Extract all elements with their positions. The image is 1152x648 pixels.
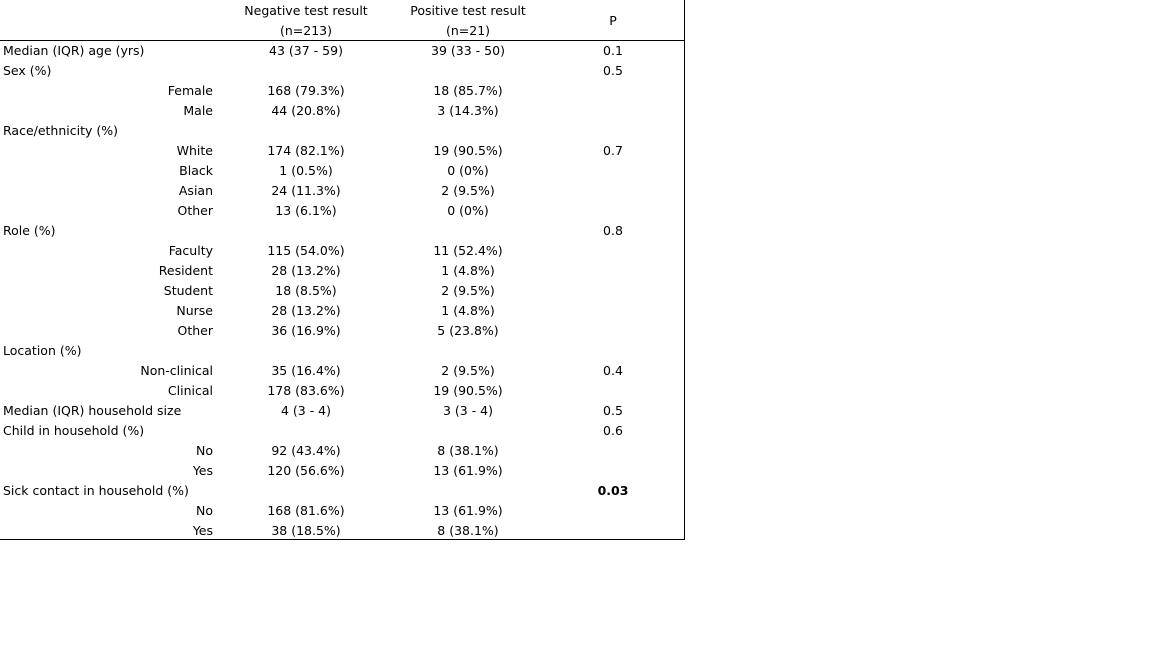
row-sublabel: Asian (178, 183, 213, 198)
table-row (0, 221, 685, 241)
positive-value: 0 (0%) (447, 163, 489, 178)
negative-value: 24 (11.3%) (271, 183, 341, 198)
positive-value: 3 (3 - 4) (442, 403, 494, 418)
row-sublabel: No (196, 503, 213, 518)
negative-value: 178 (83.6%) (267, 383, 345, 398)
negative-value: 4 (3 - 4) (280, 403, 332, 418)
table-row (0, 501, 685, 521)
row-sublabel: Black (179, 163, 213, 178)
header-positive (390, 1, 546, 41)
negative-value: 35 (16.4%) (271, 363, 341, 378)
negative-value: 92 (43.4%) (271, 443, 341, 458)
header-p-value: P (609, 13, 617, 28)
row-label: Median (IQR) age (yrs) (3, 43, 145, 58)
table-row (0, 521, 685, 541)
table-row (0, 201, 685, 221)
positive-value: 0 (0%) (447, 203, 489, 218)
row-sublabel: Yes (192, 463, 213, 478)
p-value: 0.5 (603, 403, 623, 418)
positive-value: 2 (9.5%) (441, 363, 495, 378)
negative-value: 18 (8.5%) (275, 283, 337, 298)
positive-value: 5 (23.8%) (437, 323, 499, 338)
negative-value: 43 (37 - 59) (269, 43, 343, 58)
negative-value: 115 (54.0%) (267, 243, 345, 258)
p-value: 0.8 (603, 223, 623, 238)
positive-value: 2 (9.5%) (441, 183, 495, 198)
table-row (0, 161, 685, 181)
positive-value: 11 (52.4%) (433, 243, 503, 258)
characteristics-table (0, 0, 685, 540)
table-row (0, 141, 685, 161)
table-row (0, 461, 685, 481)
negative-value: 28 (13.2%) (271, 263, 341, 278)
row-label: Child in household (%) (3, 423, 145, 438)
table-row (0, 61, 685, 81)
table-row (0, 321, 685, 341)
row-sublabel: Other (177, 203, 213, 218)
table-row (0, 381, 685, 401)
positive-value: 18 (85.7%) (433, 83, 503, 98)
positive-value: 19 (90.5%) (433, 383, 503, 398)
table-row (0, 101, 685, 121)
p-value: 0.5 (603, 63, 623, 78)
positive-value: 19 (90.5%) (433, 143, 503, 158)
header-negative-n: (n=213) (279, 23, 332, 38)
table-row (0, 261, 685, 281)
table-row (0, 421, 685, 441)
positive-value: 13 (61.9%) (433, 463, 503, 478)
row-sublabel: Faculty (168, 243, 213, 258)
row-label: Sex (%) (3, 63, 52, 78)
row-label: Race/ethnicity (%) (3, 123, 119, 138)
p-value: 0.6 (603, 423, 623, 438)
positive-value: 1 (4.8%) (441, 303, 495, 318)
row-label: Role (%) (3, 223, 56, 238)
row-sublabel: Nurse (176, 303, 213, 318)
header-negative (228, 1, 384, 41)
table-row (0, 361, 685, 381)
table-row (0, 81, 685, 101)
negative-value: 36 (16.9%) (271, 323, 341, 338)
row-sublabel: Other (177, 323, 213, 338)
table-row (0, 181, 685, 201)
negative-value: 44 (20.8%) (271, 103, 341, 118)
positive-value: 2 (9.5%) (441, 283, 495, 298)
p-value: 0.03 (597, 483, 629, 498)
table-row (0, 401, 685, 421)
header-negative-title: Negative test result (244, 3, 368, 18)
table-row (0, 281, 685, 301)
row-label: Median (IQR) household size (3, 403, 182, 418)
table-row (0, 301, 685, 321)
row-sublabel: Non-clinical (140, 363, 213, 378)
row-sublabel: White (176, 143, 213, 158)
negative-value: 38 (18.5%) (271, 523, 341, 538)
header-positive-n: (n=21) (445, 23, 491, 38)
negative-value: 120 (56.6%) (267, 463, 345, 478)
row-label: Location (%) (3, 343, 82, 358)
positive-value: 1 (4.8%) (441, 263, 495, 278)
table-row (0, 121, 685, 141)
negative-value: 168 (81.6%) (267, 503, 345, 518)
negative-value: 13 (6.1%) (275, 203, 337, 218)
negative-value: 1 (0.5%) (279, 163, 333, 178)
p-value: 0.7 (603, 143, 623, 158)
header-positive-title: Positive test result (410, 3, 526, 18)
row-sublabel: Clinical (167, 383, 213, 398)
p-value: 0.1 (603, 43, 623, 58)
table-row (0, 341, 685, 361)
table-row (0, 441, 685, 461)
row-sublabel: Female (167, 83, 213, 98)
positive-value: 39 (33 - 50) (431, 43, 505, 58)
negative-value: 174 (82.1%) (267, 143, 345, 158)
positive-value: 8 (38.1%) (437, 523, 499, 538)
row-sublabel: No (196, 443, 213, 458)
negative-value: 168 (79.3%) (267, 83, 345, 98)
positive-value: 3 (14.3%) (437, 103, 499, 118)
positive-value: 8 (38.1%) (437, 443, 499, 458)
row-sublabel: Yes (192, 523, 213, 538)
p-value: 0.4 (603, 363, 623, 378)
row-label: Sick contact in household (%) (3, 483, 189, 498)
table-header (0, 0, 685, 41)
row-sublabel: Male (183, 103, 213, 118)
row-sublabel: Resident (158, 263, 213, 278)
table-row (0, 41, 685, 61)
positive-value: 13 (61.9%) (433, 503, 503, 518)
table-row (0, 481, 685, 501)
row-sublabel: Student (163, 283, 213, 298)
table-row (0, 241, 685, 261)
negative-value: 28 (13.2%) (271, 303, 341, 318)
